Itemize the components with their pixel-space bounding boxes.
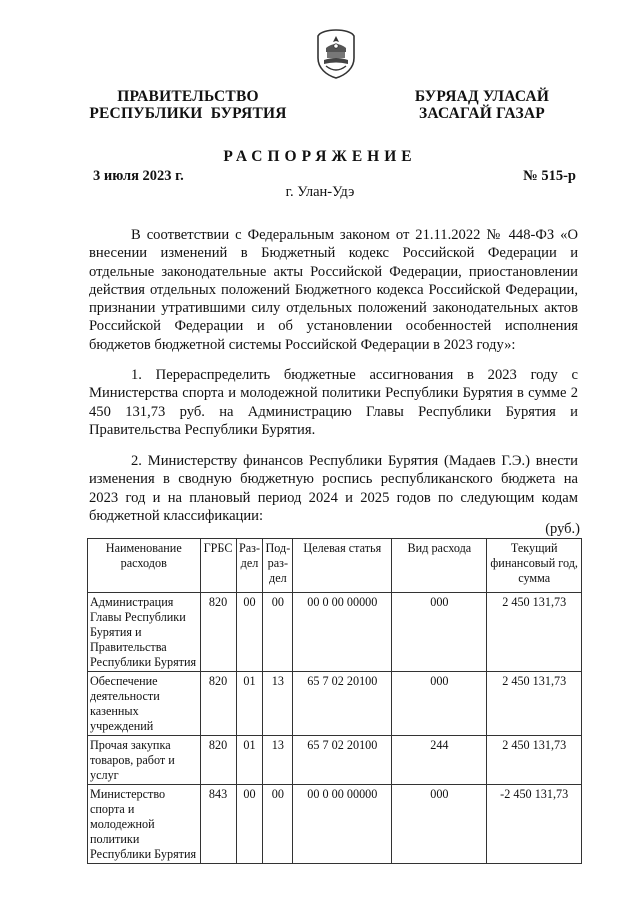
document-title: РАСПОРЯЖЕНИЕ [223,148,417,165]
currency-unit: (руб.) [545,521,580,537]
table-row [88,672,582,736]
row-amount: -2 450 131,73 [487,785,582,864]
header-podrazdel: Под-раз-дел [263,539,293,593]
row-razdel: 00 [236,785,263,864]
government-name-russian [88,88,288,122]
header-name: Наименование расходов [88,539,201,593]
row-target: 65 7 02 20100 [293,672,392,736]
row-target: 00 0 00 00000 [293,785,392,864]
table-row [88,785,582,864]
coat-of-arms-icon [314,28,358,80]
header-target: Целевая статья [293,539,392,593]
row-grbs: 820 [200,672,236,736]
org-right-line-1: БУРЯАД УЛАСАЙ [414,88,550,105]
document-city: г. Улан-Удэ [285,184,355,200]
row-grbs: 843 [200,785,236,864]
preamble-paragraph: В соответствии с Федеральным законом от 21.11.2022 № 448-ФЗ «О внесении изменений в Бюджетный кодекс Российской Федерации и отдельные законодательные акты Российской Федерации, приостановлении действия отдельных положений Бюджетного кодекса Российской Федерации, признании утратившими силу отдельных положений законодательных актов Российской Федерации и об установлении особенностей исполнения бюджетов бюджетной системы Российской Федерации в 2023 году»: [89,227,578,353]
header-amount: Текущий финансовый год, сумма [487,539,582,593]
row-expense-type: 244 [392,736,487,785]
row-amount: 2 450 131,73 [487,736,582,785]
row-razdel: 01 [236,736,263,785]
org-left-line-1: ПРАВИТЕЛЬСТВО [117,88,259,105]
clause-1-paragraph: 1. Перераспределить бюджетные ассигнования в 2023 году с Министерства спорта и молодежной политики Республики Бурятия в сумме 2 450 131,73 руб. на Администрацию Главы Республики Бурятия и Правительства Республики Бурятия. [89,367,578,438]
row-razdel: 00 [236,593,263,672]
row-target: 65 7 02 20100 [293,736,392,785]
header-grbs: ГРБС [200,539,236,593]
row-name: Администрация Главы Республики Бурятия и Правительства Республики Бурятия [88,593,201,672]
row-name: Министерство спорта и молодежной политики Республики Бурятия [88,785,201,864]
row-razdel: 01 [236,672,263,736]
row-grbs: 820 [200,593,236,672]
row-podrazdel: 00 [263,785,293,864]
document-date: 3 июля 2023 г. [93,168,184,184]
row-name: Прочая закупка товаров, работ и услуг [88,736,201,785]
clause-2-paragraph: 2. Министерству финансов Республики Бурятия (Мадаев Г.Э.) внести изменения в сводную бюджетную роспись республиканского бюджета на 2023 год и на плановый период 2024 и 2025 годов по следующим кодам бюджетной классификации: [89,453,578,524]
row-target: 00 0 00 00000 [293,593,392,672]
row-amount: 2 450 131,73 [487,593,582,672]
row-expense-type: 000 [392,785,487,864]
table-header-row [88,539,582,593]
header-expense-type: Вид расхода [392,539,487,593]
row-podrazdel: 13 [263,736,293,785]
row-podrazdel: 13 [263,672,293,736]
budget-table [87,538,582,864]
org-left-line-2: РЕСПУБЛИКИ БУРЯТИЯ [89,105,287,122]
government-name-buryat [407,88,557,122]
header-razdel: Раз-дел [236,539,263,593]
row-expense-type: 000 [392,593,487,672]
document-number: № 515-р [523,168,576,184]
row-podrazdel: 00 [263,593,293,672]
org-right-line-2: ЗАСАГАЙ ГАЗАР [419,105,545,122]
table-row [88,736,582,785]
table-row [88,593,582,672]
row-amount: 2 450 131,73 [487,672,582,736]
row-grbs: 820 [200,736,236,785]
row-name: Обеспечение деятельности казенных учреждений [88,672,201,736]
row-expense-type: 000 [392,672,487,736]
